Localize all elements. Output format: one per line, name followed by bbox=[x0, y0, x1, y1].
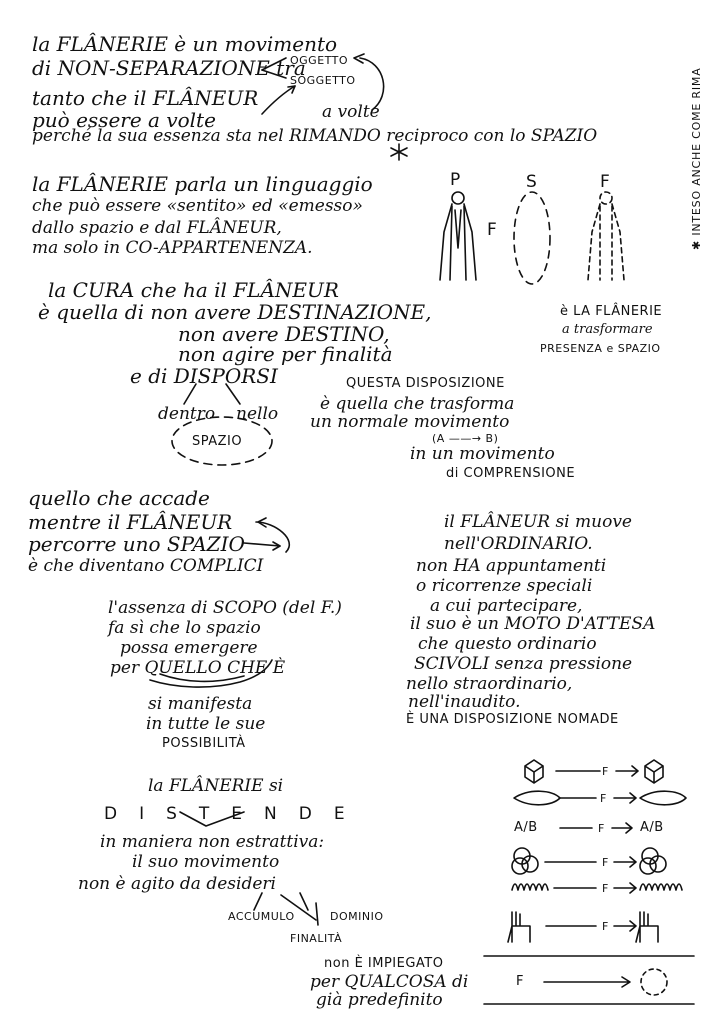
ab-arrow: (A ——→ B) bbox=[432, 432, 499, 445]
text-line: può essere a volte bbox=[32, 108, 216, 132]
circles-row bbox=[512, 848, 666, 874]
figure-f bbox=[588, 192, 624, 280]
figure-s bbox=[514, 192, 550, 284]
text-line: SCIVOLI senza pressione bbox=[414, 654, 633, 674]
soggetto-label: SOGGETTO bbox=[290, 74, 356, 87]
text-line: il FLÂNEUR si muove bbox=[444, 512, 632, 532]
text-line: la CURA che ha il FLÂNEUR bbox=[48, 278, 339, 302]
text-line: fa sì che lo spazio bbox=[108, 618, 261, 638]
text-line: un normale movimento bbox=[310, 412, 510, 432]
label-s: S bbox=[526, 172, 538, 192]
text-line: la FLÂNERIE è un movimento bbox=[32, 32, 338, 56]
f-label: F bbox=[600, 792, 607, 805]
caption-line: PRESENZA e SPAZIO bbox=[540, 342, 661, 355]
chair-row bbox=[508, 912, 658, 942]
text-line: nello straordinario, bbox=[406, 674, 573, 694]
label-f-mid: F bbox=[487, 220, 498, 240]
text-line: nell'inaudito. bbox=[408, 692, 521, 712]
text-line: la FLÂNERIE si bbox=[148, 776, 284, 796]
label-p: P bbox=[450, 170, 461, 190]
text-line: il suo è un MOTO D'ATTESA bbox=[410, 614, 656, 634]
text-line: già predefinito bbox=[316, 990, 443, 1010]
text-line: non avere DESTINO, bbox=[178, 322, 390, 346]
text-line: non agire per finalità bbox=[178, 342, 393, 366]
ab-label: A/B bbox=[514, 820, 538, 835]
distende-word: DISTENDE bbox=[104, 804, 367, 824]
text-line: si manifesta bbox=[148, 694, 253, 714]
text-line: o ricorrenze speciali bbox=[416, 576, 593, 596]
text-line: È UNA DISPOSIZIONE NOMADE bbox=[406, 712, 619, 727]
text-line: nello bbox=[236, 404, 279, 424]
text-line: che può essere «sentito» ed «emesso» bbox=[32, 196, 363, 216]
coil-row bbox=[512, 883, 682, 893]
f-label: F bbox=[516, 974, 524, 989]
text-line: per QUELLO CHE È bbox=[110, 658, 286, 678]
text-line: è quella di non avere DESTINAZIONE, bbox=[38, 300, 432, 324]
f-label: F bbox=[602, 920, 609, 933]
text-line: POSSIBILITÀ bbox=[162, 736, 246, 751]
text-line: in un movimento bbox=[410, 444, 555, 464]
text-line: in maniera non estrattiva: bbox=[100, 832, 325, 852]
text-line: la FLÂNERIE parla un linguaggio bbox=[32, 172, 373, 196]
text-line: percorre uno SPAZIO bbox=[28, 532, 245, 556]
text-line: in tutte le sue bbox=[146, 714, 266, 734]
text-line: non È IMPIEGATO bbox=[324, 956, 444, 971]
f-label: F bbox=[598, 822, 605, 835]
text-line: è che diventano COMPLICI bbox=[28, 556, 264, 576]
text-line: dentro bbox=[158, 404, 216, 424]
text-line: a cui partecipare, bbox=[430, 596, 583, 616]
f-label: F bbox=[602, 765, 609, 778]
text-line: non è agito da desideri bbox=[78, 874, 276, 894]
oggetto-label: OGGETTO bbox=[290, 54, 349, 67]
caption-line: a trasformare bbox=[562, 322, 653, 337]
ab-label: A/B bbox=[640, 820, 664, 835]
text-line: perché la sua essenza sta nel RIMANDO reciproco con lo SPAZIO bbox=[32, 126, 598, 146]
ab-row bbox=[560, 823, 632, 833]
text-line: ma solo in CO-APPARTENENZA. bbox=[32, 238, 313, 258]
text-line: a volte bbox=[322, 102, 380, 122]
spazio-label: SPAZIO bbox=[192, 434, 243, 449]
text-line: nell'ORDINARIO. bbox=[444, 534, 593, 554]
text-line: di COMPRENSIONE bbox=[446, 466, 576, 481]
text-line: il suo movimento bbox=[132, 852, 280, 872]
text-line: possa emergere bbox=[120, 638, 258, 658]
text-line: che questo ordinario bbox=[418, 634, 597, 654]
side-note: ✱ INTESO ANCHE COME RIMA bbox=[690, 67, 703, 250]
text-line: dallo spazio e dal FLÂNEUR, bbox=[32, 218, 282, 238]
f-label: F bbox=[602, 856, 609, 869]
cube-row bbox=[525, 760, 663, 783]
text-line: tanto che il FLÂNEUR bbox=[32, 86, 259, 110]
text-line: non HA appuntamenti bbox=[416, 556, 607, 576]
text-line: per QUALCOSA di bbox=[310, 972, 469, 992]
branch-label: FINALITÀ bbox=[290, 932, 343, 945]
caption-line: è LA FLÂNERIE bbox=[560, 304, 663, 319]
text-line: e di DISPORSI bbox=[130, 364, 278, 388]
figure-p bbox=[440, 192, 476, 280]
text-line: QUESTA DISPOSIZIONE bbox=[346, 376, 505, 391]
text-line: mentre il FLÂNEUR bbox=[28, 510, 233, 534]
text-line: quello che accade bbox=[28, 486, 210, 510]
text-line: di NON-SEPARAZIONE tra bbox=[32, 56, 306, 80]
text-line: è quella che trasforma bbox=[320, 394, 515, 414]
f-label: F bbox=[602, 882, 609, 895]
branch-label: DOMINIO bbox=[330, 910, 384, 923]
text-line: l'assenza di SCOPO (del F.) bbox=[108, 598, 342, 618]
label-f: F bbox=[600, 172, 611, 192]
branch-label: ACCUMULO bbox=[228, 910, 295, 923]
